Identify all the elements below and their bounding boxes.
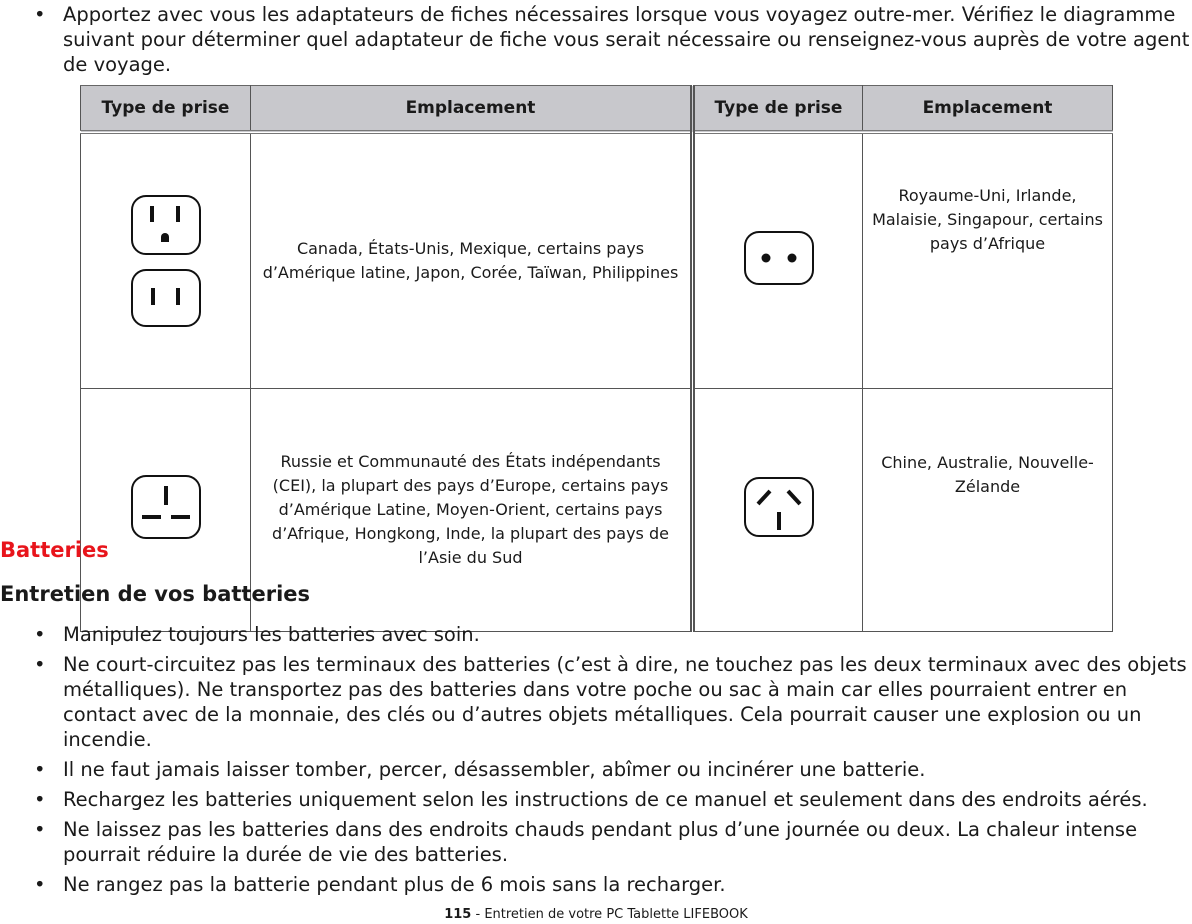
intro-list bbox=[0, 2, 1192, 81]
location-cell-china: Chine, Australie, Nouvelle-Zélande bbox=[863, 389, 1113, 632]
list-item: • Il ne faut jamais laisser tomber, percer, désassembler, abîmer ou incinérer une batterie. bbox=[0, 757, 1192, 782]
header-plug-type-2: Type de prise bbox=[693, 86, 863, 133]
header-plug-type-1: Type de prise bbox=[81, 86, 251, 133]
battery-care-list bbox=[0, 622, 1192, 902]
list-item: • Ne laissez pas les batteries dans des endroits chauds pendant plus d’une journée ou deux. La chaleur intense pourrait réduire la durée de vie des batteries. bbox=[0, 817, 1192, 867]
page-footer bbox=[0, 907, 1192, 922]
list-item: • Ne court-circuitez pas les terminaux des batteries (c’est à dire, ne touchez pas les deux terminaux avec des objets métalliques). Ne transportez pas des batteries dans votre poche ou sac à main car elles pourraient entrer en contact avec de la monnaie, des clés ou d’autres objets métalliques. Cela pourrait causer une explosion ou un incendie. bbox=[0, 652, 1192, 752]
plug-cell-round-pin bbox=[693, 132, 863, 389]
location-cell-europe: Russie et Communauté des États indépendants (CEI), la plupart des pays d’Europe, certains pays d’Amérique Latine, Moyen-Orient, certains pays d’Afrique, Hongkong, Inde, la plupart des pays de l’Asie du Sud bbox=[251, 389, 693, 632]
page-number: 115 bbox=[444, 907, 472, 922]
footer-title: - Entretien de votre PC Tablette LIFEBOOK bbox=[471, 907, 748, 922]
table-header-row bbox=[81, 86, 1113, 133]
outlet-round-two-pin-icon bbox=[743, 230, 815, 286]
outlet-angled-pin-icon bbox=[743, 476, 815, 538]
intro-bullet: • Apportez avec vous les adaptateurs de fiches nécessaires lorsque vous voyagez outre-mer. Vérifiez le diagramme suivant pour déterminer quel adaptateur de fiche vous serait nécessaire ou renseignez-vous auprès de votre agent de voyage. bbox=[0, 2, 1192, 77]
table-row bbox=[81, 132, 1113, 389]
plug-cell-type-a-b bbox=[81, 132, 251, 389]
header-location-1: Emplacement bbox=[251, 86, 693, 133]
outlet-three-flat-pin-icon bbox=[130, 474, 202, 540]
list-item: • Manipulez toujours les batteries avec soin. bbox=[0, 622, 1192, 647]
plug-adapter-table bbox=[80, 85, 1113, 632]
outlet-type-b-icon bbox=[130, 194, 202, 256]
header-location-2: Emplacement bbox=[863, 86, 1113, 133]
location-cell-americas: Canada, États-Unis, Mexique, certains pays d’Amérique latine, Japon, Corée, Taïwan, Philippines bbox=[251, 132, 693, 389]
list-item: • Rechargez les batteries uniquement selon les instructions de ce manuel et seulement dans des endroits aérés. bbox=[0, 787, 1192, 812]
section-heading-batteries: Batteries bbox=[0, 538, 109, 562]
outlet-type-a-icon bbox=[130, 268, 202, 328]
plug-cell-angled bbox=[693, 389, 863, 632]
list-item: • Ne rangez pas la batterie pendant plus de 6 mois sans la recharger. bbox=[0, 872, 1192, 897]
location-cell-uk: Royaume-Uni, Irlande, Malaisie, Singapour, certains pays d’Afrique bbox=[863, 132, 1113, 389]
subsection-heading-battery-care: Entretien de vos batteries bbox=[0, 582, 311, 606]
